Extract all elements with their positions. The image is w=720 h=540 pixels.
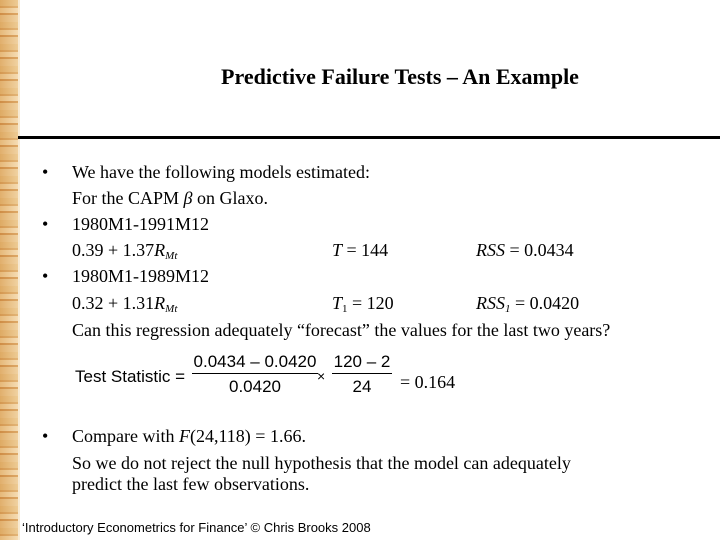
conclusion-line-3: predict the last few observations. [72,474,310,494]
bullet-2-rss: RSS = 0.0434 [476,240,574,260]
bullet-3-question: Can this regression adequately “forecast” the values for the last two years? [72,320,611,340]
footer-citation: ‘Introductory Econometrics for Finance’ © Chris Brooks 2008 [22,520,371,535]
fraction-df-denominator: 24 [332,373,392,398]
fraction-df-numerator: 120 – 2 [333,352,391,371]
bullet-1-line-1: We have the following models estimated: [72,162,370,182]
title-divider [18,136,720,139]
formula-result: = 0.164 [400,372,456,392]
times-symbol: × [317,368,326,384]
fraction-df [332,351,392,398]
fraction-rss [192,351,318,398]
bullet-marker: • [42,162,49,182]
beta-symbol: β [183,188,193,208]
bullet-1-line-2: For the CAPM β on Glaxo. [72,188,268,208]
bullet-3-sample-size: $T_1 = 120$ [332,293,394,315]
bullet-3-period: 1980M1-1989M12 [72,266,210,286]
fraction-rss-numerator: 0.0434 – 0.0420 [193,352,317,371]
bullet-2-sample-size: T = 144 [332,240,389,260]
bullet-2-period: 1980M1-1991M12 [72,214,210,234]
bullet-marker: • [42,426,49,446]
conclusion-line-1: Compare with F(24,118) = 1.66. [72,426,306,446]
slide-title: Predictive Failure Tests – An Example [221,64,579,89]
formula-label: Test Statistic = [75,367,186,386]
bullet-3-rss: $RSS_1 = 0.0420$ [476,293,580,315]
bullet-3-equation: $0.32 + 1.31R_{Mt}$ [72,293,178,315]
bullet-2-equation: $0.39 + 1.37R_{Mt}$ [72,240,178,262]
fraction-rss-denominator: 0.0420 [192,373,318,398]
bullet-marker: • [42,214,49,234]
bullet-marker: • [42,266,49,286]
conclusion-line-2: So we do not reject the null hypothesis that the model can adequately [72,453,571,473]
